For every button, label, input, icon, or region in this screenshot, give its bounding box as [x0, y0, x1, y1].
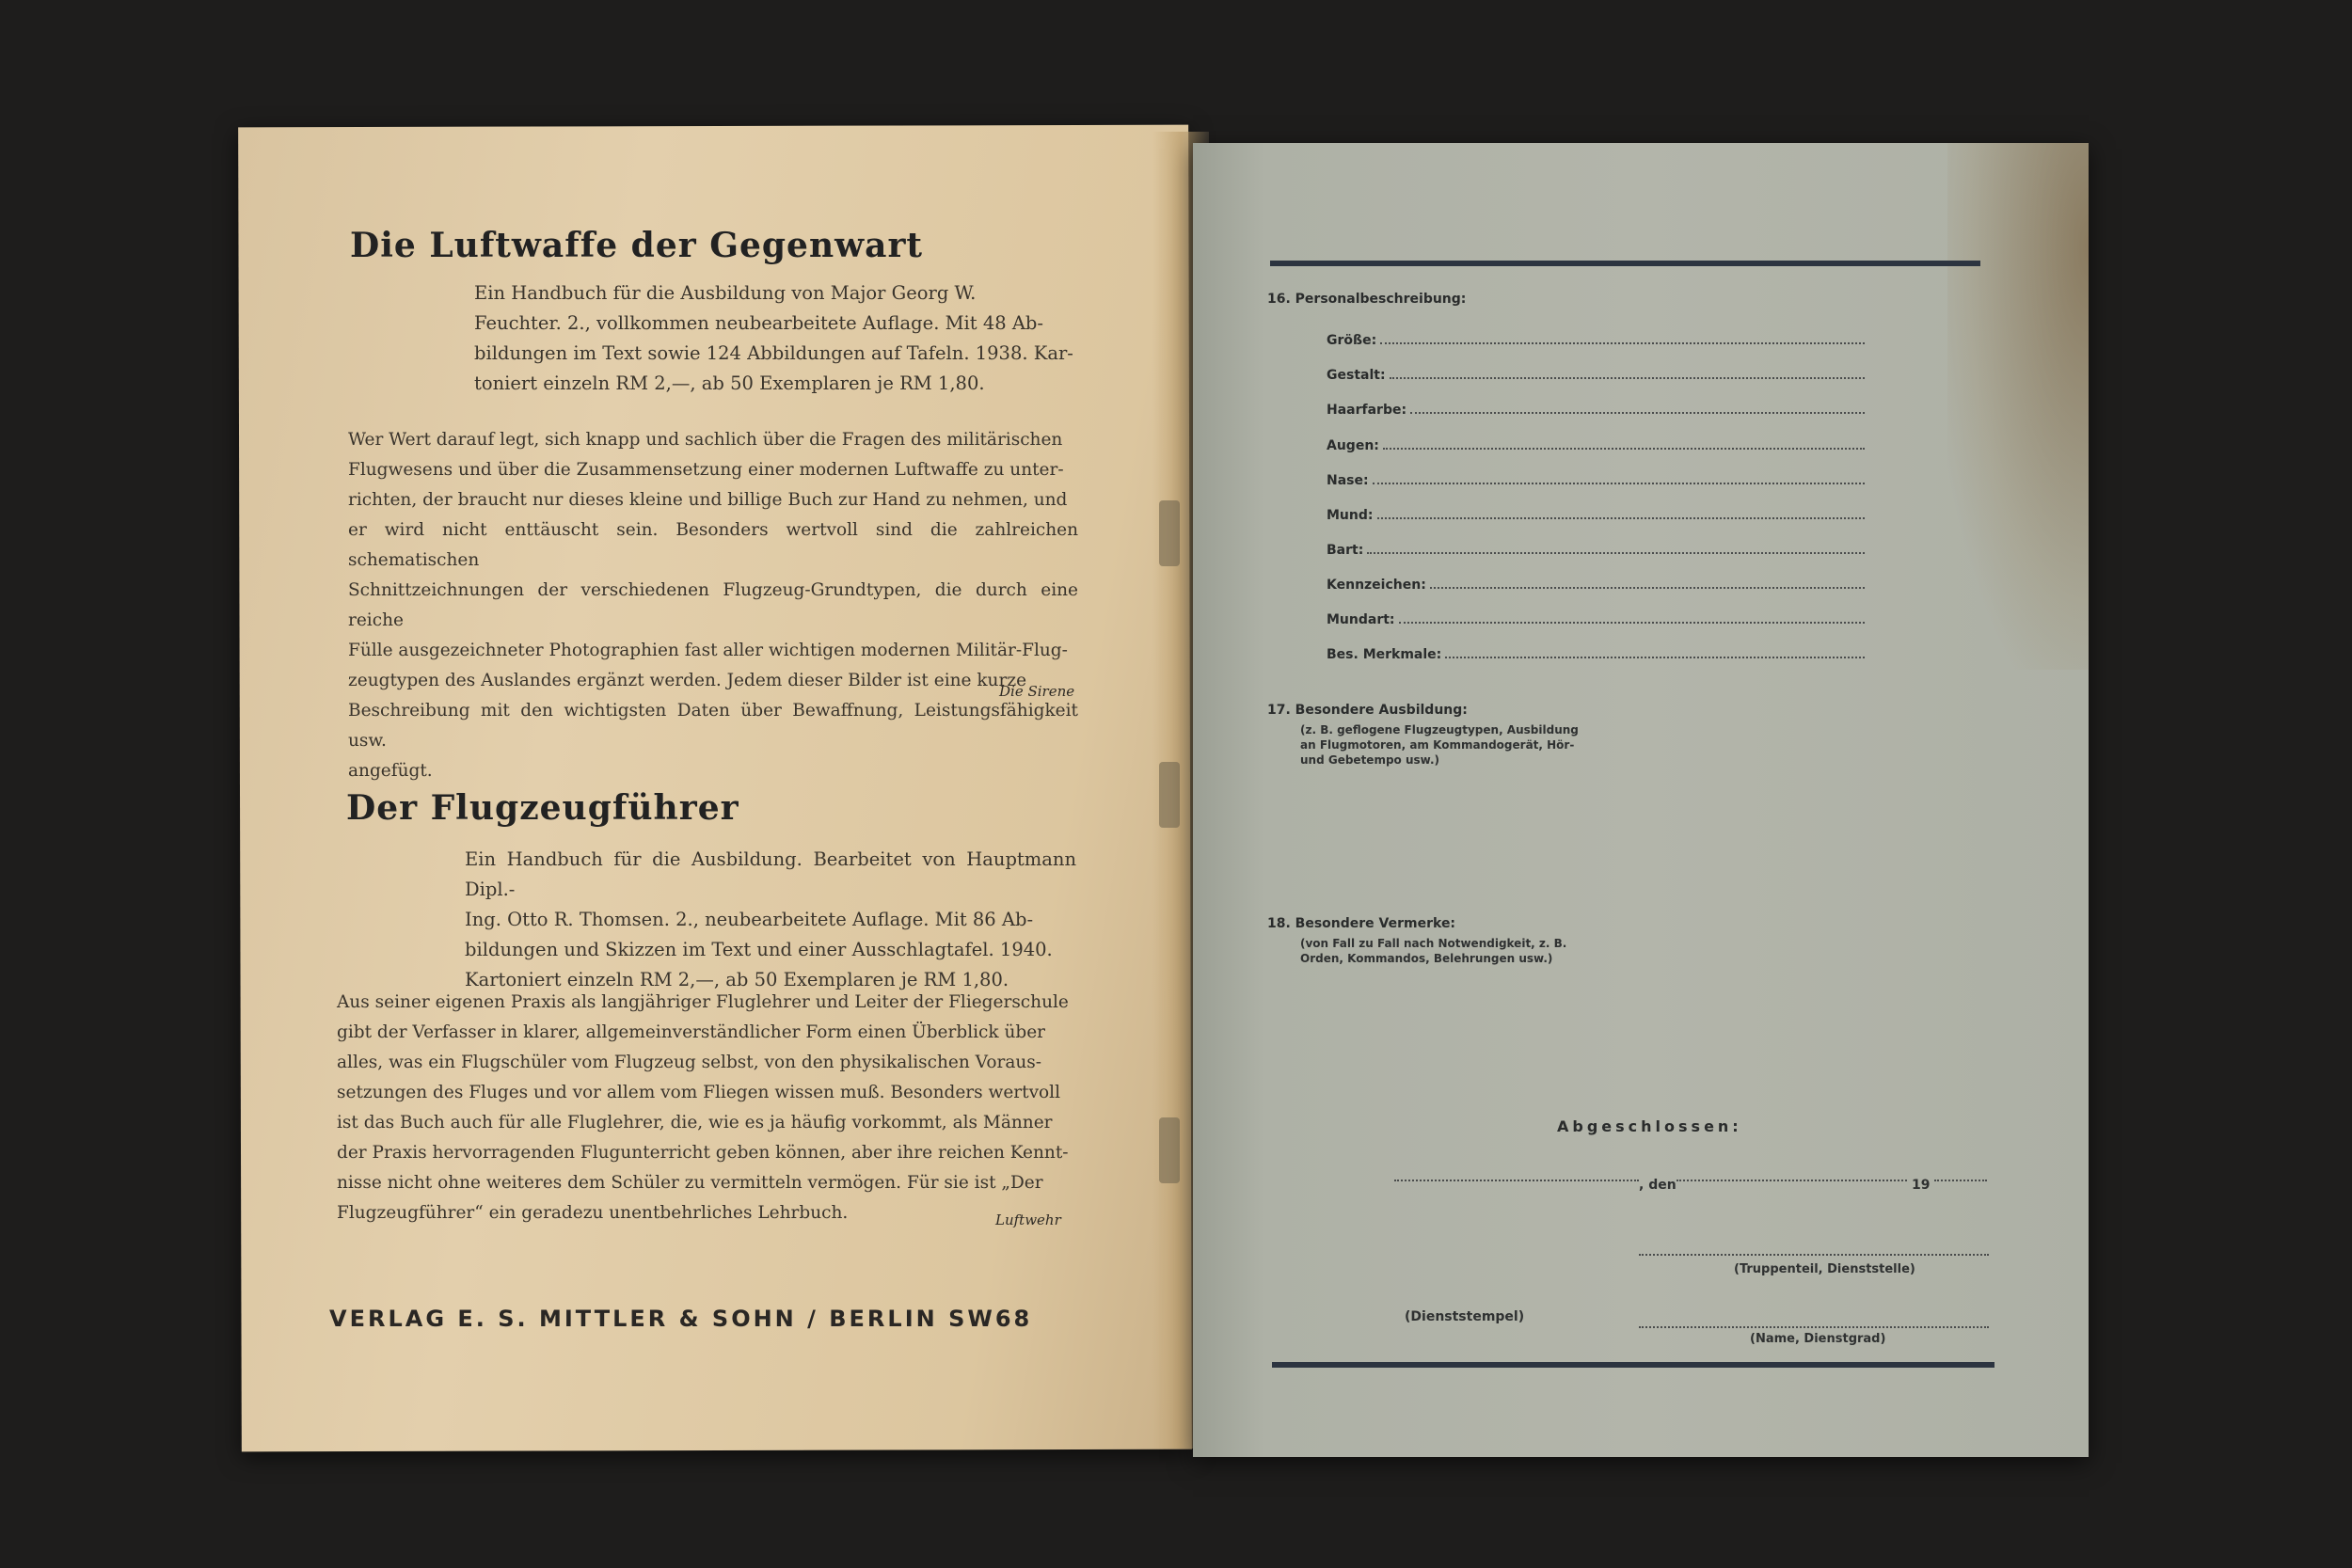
- name-line[interactable]: [1639, 1326, 1989, 1328]
- dotted-line: [1410, 412, 1865, 414]
- dotted-line: [1399, 622, 1865, 624]
- staple: [1159, 500, 1180, 566]
- section2-source: Luftwehr: [995, 1212, 1061, 1228]
- section17-label: 17. Besondere Ausbildung:: [1267, 703, 1468, 718]
- field-bart[interactable]: [1327, 535, 1865, 558]
- field-bes-merkmale[interactable]: [1327, 640, 1865, 662]
- unit-caption: (Truppenteil, Dienststelle): [1734, 1262, 1915, 1276]
- field-label: Kennzeichen:: [1327, 578, 1426, 593]
- field-augen[interactable]: [1327, 431, 1865, 453]
- note-line: (z. B. geflogene Flugzeugtypen, Ausbildung: [1300, 723, 1579, 736]
- bottom-rule: [1272, 1362, 1994, 1368]
- section1-source: Die Sirene: [999, 683, 1075, 700]
- text-line: Fülle ausgezeichneter Photographien fast aller wichtigen modernen Militär-Flug-: [348, 641, 1068, 660]
- text-line: ist das Buch auch für alle Fluglehrer, die, wie es ja häufig vorkommt, als Männer: [337, 1113, 1053, 1132]
- text-line: Beschreibung mit den wichtigsten Daten über Bewaffnung, Leistungsfähigkeit usw.: [348, 701, 1078, 751]
- field-groesse[interactable]: [1327, 325, 1865, 348]
- text-line: richten, der braucht nur dieses kleine und billige Buch zur Hand zu nehmen, und: [348, 490, 1068, 510]
- text-line: angefügt.: [348, 761, 433, 781]
- date-line[interactable]: [1677, 1180, 1907, 1181]
- field-label: Augen:: [1327, 438, 1379, 453]
- staple: [1159, 1117, 1180, 1183]
- text-line: nisse nicht ohne weiteres dem Schüler zu vermitteln vermögen. Für sie ist „Der: [337, 1173, 1043, 1193]
- text-line: bildungen im Text sowie 124 Abbildungen auf Tafeln. 1938. Kar-: [474, 342, 1073, 364]
- top-rule: [1270, 261, 1980, 266]
- text-line: Wer Wert darauf legt, sich knapp und sachlich über die Fragen des militärischen: [348, 430, 1063, 450]
- year-label: 19: [1912, 1178, 1931, 1193]
- text-line: setzungen des Fluges und vor allem vom Fliegen wissen muß. Besonders wertvoll: [337, 1083, 1060, 1102]
- den-label: , den: [1639, 1178, 1677, 1193]
- section18-label: 18. Besondere Vermerke:: [1267, 916, 1456, 931]
- text-line: zeugtypen des Auslandes ergänzt werden. Jedem dieser Bilder ist eine kurze: [348, 671, 1027, 690]
- text-line: er wird nicht enttäuscht sein. Besonders wertvoll sind die zahlreichen schematischen: [348, 520, 1078, 570]
- publisher-imprint: VERLAG E. S. MITTLER & SOHN / BERLIN SW68: [329, 1306, 1033, 1332]
- dotted-line: [1380, 342, 1865, 344]
- section17-note: [1300, 722, 1579, 768]
- dotted-line: [1390, 377, 1865, 379]
- text-line: bildungen und Skizzen im Text und einer Ausschlagtafel. 1940.: [465, 939, 1053, 960]
- dotted-line: [1430, 587, 1865, 589]
- field-label: Bes. Merkmale:: [1327, 647, 1442, 662]
- field-haarfarbe[interactable]: [1327, 395, 1865, 418]
- text-line: Feuchter. 2., vollkommen neubearbeitete Auflage. Mit 48 Ab-: [474, 312, 1043, 334]
- year-line[interactable]: [1934, 1180, 1987, 1181]
- field-gestalt[interactable]: [1327, 360, 1865, 383]
- closed-label: Abgeschlossen:: [1557, 1117, 1742, 1135]
- text-line: Aus seiner eigenen Praxis als langjähriger Fluglehrer und Leiter der Fliegerschule: [337, 992, 1069, 1012]
- dotted-line: [1445, 657, 1865, 658]
- dotted-line: [1377, 517, 1866, 519]
- name-caption: (Name, Dienstgrad): [1750, 1332, 1886, 1346]
- field-label: Mund:: [1327, 508, 1374, 523]
- text-line: Ing. Otto R. Thomsen. 2., neubearbeitete Auflage. Mit 86 Ab-: [465, 909, 1034, 930]
- field-label: Nase:: [1327, 473, 1369, 488]
- section2-review: [337, 988, 1071, 1228]
- dotted-line: [1367, 552, 1865, 554]
- note-line: an Flugmotoren, am Kommandogerät, Hör-: [1300, 738, 1575, 752]
- field-label: Bart:: [1327, 543, 1364, 558]
- unit-line[interactable]: [1639, 1254, 1989, 1256]
- text-line: Ein Handbuch für die Ausbildung von Major Georg W.: [474, 282, 977, 304]
- text-line: Ein Handbuch für die Ausbildung. Bearbeitet von Hauptmann Dipl.-: [465, 848, 1076, 900]
- field-label: Größe:: [1327, 333, 1377, 348]
- section2-title: Der Flugzeugführer: [346, 788, 739, 828]
- section2-description: [465, 845, 1076, 995]
- dotted-line: [1373, 483, 1865, 484]
- text-line: gibt der Verfasser in klarer, allgemeinverständlicher Form einen Überblick über: [337, 1022, 1046, 1042]
- field-nase[interactable]: [1327, 466, 1865, 488]
- field-kennzeichen[interactable]: [1327, 570, 1865, 593]
- text-line: der Praxis hervorragenden Flugunterricht geben können, aber ihre reichen Kennt-: [337, 1143, 1069, 1163]
- note-line: und Gebetempo usw.): [1300, 753, 1440, 767]
- section1-title: Die Luftwaffe der Gegenwart: [350, 226, 924, 265]
- field-mundart[interactable]: [1327, 605, 1865, 627]
- text-line: toniert einzeln RM 2,—, ab 50 Exemplaren je RM 1,80.: [474, 372, 985, 394]
- field-label: Mundart:: [1327, 612, 1395, 627]
- section1-description: [474, 278, 1076, 399]
- section18-note: [1300, 936, 1566, 966]
- section16-label: 16. Personalbeschreibung:: [1267, 292, 1467, 307]
- note-line: Orden, Kommandos, Belehrungen usw.): [1300, 952, 1553, 965]
- note-line: (von Fall zu Fall nach Notwendigkeit, z. B.: [1300, 937, 1567, 950]
- section1-review: [348, 425, 1078, 786]
- text-line: Kartoniert einzeln RM 2,—, ab 50 Exemplaren je RM 1,80.: [465, 969, 1009, 990]
- field-mund[interactable]: [1327, 500, 1865, 523]
- field-label: Haarfarbe:: [1327, 403, 1407, 418]
- text-line: Schnittzeichnungen der verschiedenen Flugzeug-Grundtypen, die durch eine reiche: [348, 580, 1078, 630]
- page-stain: [1947, 143, 2089, 670]
- text-line: Flugzeugführer“ ein geradezu unentbehrliches Lehrbuch.: [337, 1203, 849, 1223]
- place-line[interactable]: [1394, 1180, 1639, 1181]
- field-label: Gestalt:: [1327, 368, 1386, 383]
- staple: [1159, 762, 1180, 828]
- stamp-caption: (Dienststempel): [1405, 1309, 1525, 1324]
- text-line: Flugwesens und über die Zusammensetzung einer modernen Luftwaffe zu unter-: [348, 460, 1064, 480]
- dotted-line: [1383, 448, 1865, 450]
- text-line: alles, was ein Flugschüler vom Flugzeug selbst, von den physikalischen Voraus-: [337, 1053, 1042, 1072]
